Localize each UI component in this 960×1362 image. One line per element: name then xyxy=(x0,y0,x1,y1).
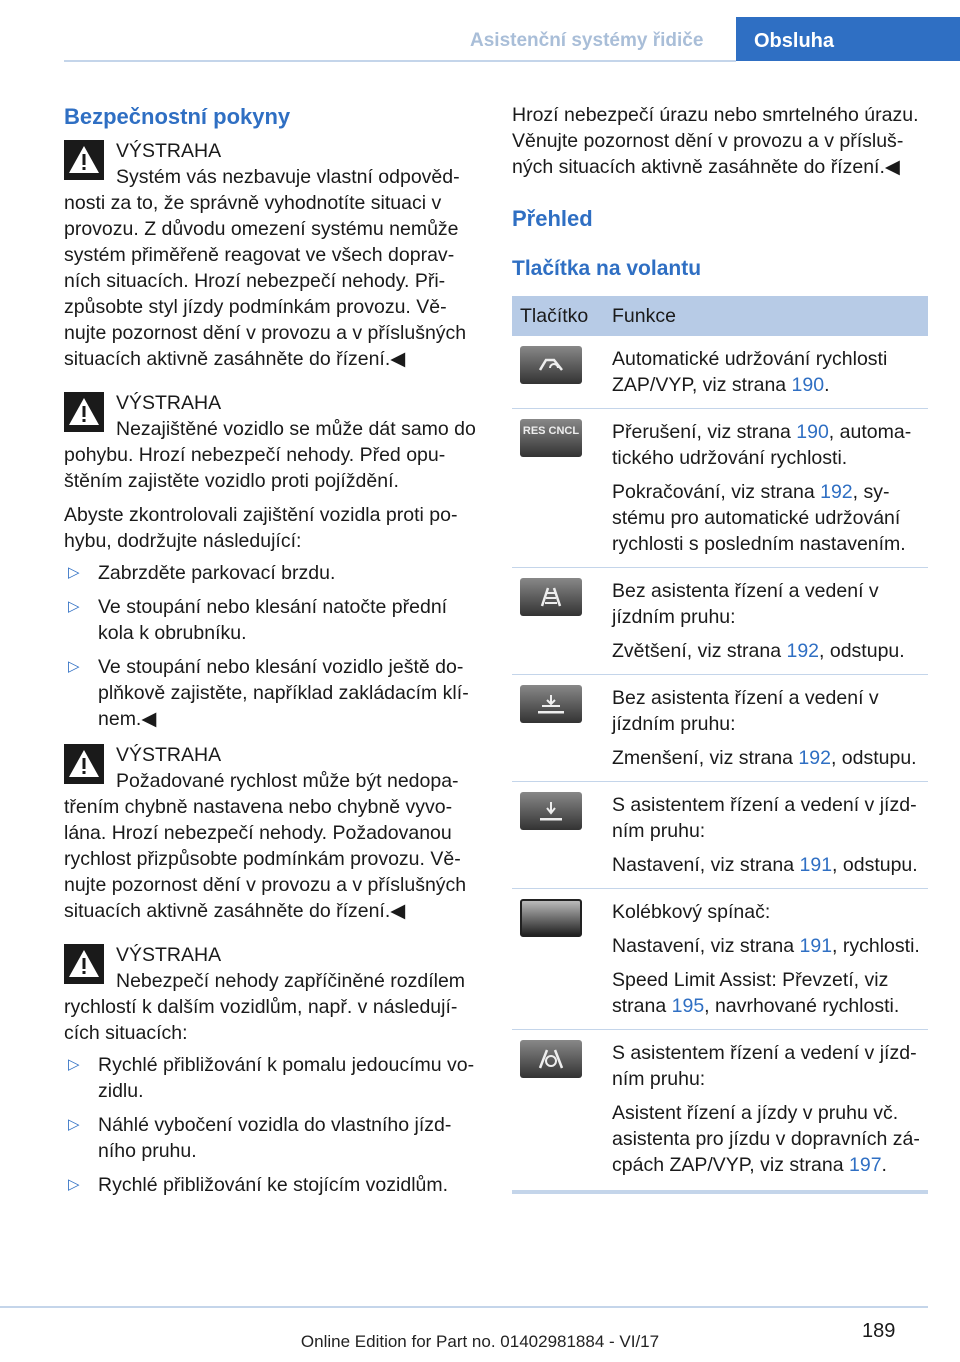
table-row: Automatické udržování rychlosti ZAP/VYP, viz strana 190. xyxy=(512,336,928,409)
page-link[interactable]: 190 xyxy=(796,421,829,443)
warning-triangle-icon xyxy=(64,140,104,180)
table-row: Bez asistenta řízení a vedení v jízdním pruhu: Zvětšení, viz strana 192, odstupu. xyxy=(512,568,928,675)
table-row: S asistentem řízení a vedení v jízdním pruhu: Nastavení, viz strana 191, odstupu. xyxy=(512,782,928,889)
table-row: Kolébkový spínač: Nastavení, viz strana 191, rychlosti. Speed Limit Assist: Převzetí, viz strana 195, navrhované rychlosti. xyxy=(512,889,928,1030)
warning-title: VÝSTRAHA xyxy=(116,944,222,966)
warning-1 xyxy=(64,138,478,372)
overview-heading: Přehled xyxy=(512,206,593,231)
warning-triangle-icon xyxy=(64,744,104,784)
table-header-button: Tlačítko xyxy=(512,296,604,336)
list-item: ▷ Rychlé přibližování k pomalu jedoucímu vozidlu. xyxy=(68,1054,475,1102)
distance-set-icon xyxy=(520,792,582,830)
buttons-table xyxy=(512,296,928,1188)
page-link[interactable]: 197 xyxy=(849,1154,882,1176)
table-end-rule xyxy=(512,1190,928,1194)
lane-assist-icon xyxy=(520,1040,582,1078)
table-row: S asistentem řízení a vedení v jízdním pruhu: Asistent řízení a jízdy v pruhu vč. asistenta pro jízdu v dopravních zácpách ZAP/VYP, viz strana 197. xyxy=(512,1030,928,1189)
res-cncl-icon: RES CNCL xyxy=(520,419,582,457)
warning-title: VÝSTRAHA xyxy=(116,392,222,414)
table-row: RES CNCL Přerušení, viz strana 190, automatického udržování rychlosti. Pokračování, viz strana 192, systému pro automatické udržování rychlosti s posledním nastavením. xyxy=(512,409,928,568)
buttons-subheading: Tlačítka na volantu xyxy=(512,257,702,280)
header-section-title: Asistenční systémy řidiče xyxy=(470,30,704,51)
table-row: Bez asistenta řízení a vedení v jízdním pruhu: Zmenšení, viz strana 192, odstupu. xyxy=(512,675,928,782)
warning-text: Nebezpečí nehody zapříčiněné rozdílem rychlostí k dalším vozidlům, např. v následujících situacích: xyxy=(64,970,466,1044)
footer-rule xyxy=(0,1306,928,1308)
page-link[interactable]: 192 xyxy=(798,747,831,769)
page-link[interactable]: 191 xyxy=(799,935,833,957)
list-item: ▷ Ve stoupání nebo klesání vozidlo ještě doplňkově zajistěte, například zakládacím klínem.◀ xyxy=(68,656,469,730)
warning-3 xyxy=(64,742,478,924)
page-link[interactable]: 191 xyxy=(799,854,833,876)
distance-increase-icon xyxy=(520,578,582,616)
warning-triangle-icon xyxy=(64,392,104,432)
list-item: ▷ Ve stoupání nebo klesání natočte přední kola k obrubníku. xyxy=(68,596,448,644)
warning-title: VÝSTRAHA xyxy=(116,744,222,766)
list-item: ▷ Zabrzděte parkovací brzdu. xyxy=(68,562,336,584)
warning-text-2: Abyste zkontrolovali zajištění vozidla proti pohybu, dodržujte následující: xyxy=(64,504,458,552)
rocker-switch-icon xyxy=(520,899,582,937)
bullet-list xyxy=(64,560,478,732)
page-link[interactable]: 195 xyxy=(671,995,705,1017)
warning-4 xyxy=(64,942,478,1198)
header-tab: Obsluha xyxy=(736,17,960,61)
edition-footer: Online Edition for Part no. 01402981884 - VI/17 xyxy=(300,1332,660,1351)
page-link[interactable]: 192 xyxy=(786,640,820,662)
warning-text: Požadované rychlost může být nedopatřením chybně nastavena nebo chybně vyvolána. Hrozí nebezpečí nehody. Požadovanou rychlost přizpůsobte podmínkám provozu. Věnujte pozornost dění v provozu a v příslušných situacích aktivně zasáhněte do řízení.◀ xyxy=(64,770,467,922)
intro-text: Hrozí nebezpečí úrazu nebo smrtelného úrazu. Věnujte pozornost dění v provozu a v příslušných situacích aktivně zasáhněte do řízení.◀ xyxy=(512,104,919,178)
right-column xyxy=(512,102,928,1194)
header-rule xyxy=(64,60,736,62)
list-item: ▷ Rychlé přibližování ke stojícím vozidlům. xyxy=(68,1174,449,1196)
list-item: ▷ Náhlé vybočení vozidla do vlastního jízdního pruhu. xyxy=(68,1114,452,1162)
table-header-function: Funkce xyxy=(604,296,928,336)
warning-text: Systém vás nezbavuje vlastní odpovědnosti za to, že správně vyhodnotíte situaci v provozu. Z důvodu omezení systému nemůže systém přiměřeně reagovat ve všech dopravních situacích. Hrozí nebezpečí nehody. Přizpůsobte styl jízdy podmínkám provozu. Věnujte pozornost dění v provozu a v příslušných situacích aktivně zasáhněte do řízení.◀ xyxy=(64,166,467,370)
warning-title: VÝSTRAHA xyxy=(116,140,222,162)
bullet-list xyxy=(64,1052,478,1198)
warning-text: Nezajištěné vozidlo se může dát samo do pohybu. Hrozí nebezpečí nehody. Před opuštěním zajistěte vozidlo proti pojíždění. xyxy=(64,418,476,492)
warning-2 xyxy=(64,390,478,732)
page-link[interactable]: 192 xyxy=(820,481,853,503)
safety-heading: Bezpečnostní pokyny xyxy=(64,104,291,129)
left-column xyxy=(64,102,478,1206)
distance-decrease-icon xyxy=(520,685,582,723)
page-link[interactable]: 190 xyxy=(791,374,825,396)
warning-triangle-icon xyxy=(64,944,104,984)
page-number: 189 xyxy=(862,1320,896,1342)
cruise-control-icon xyxy=(520,346,582,384)
